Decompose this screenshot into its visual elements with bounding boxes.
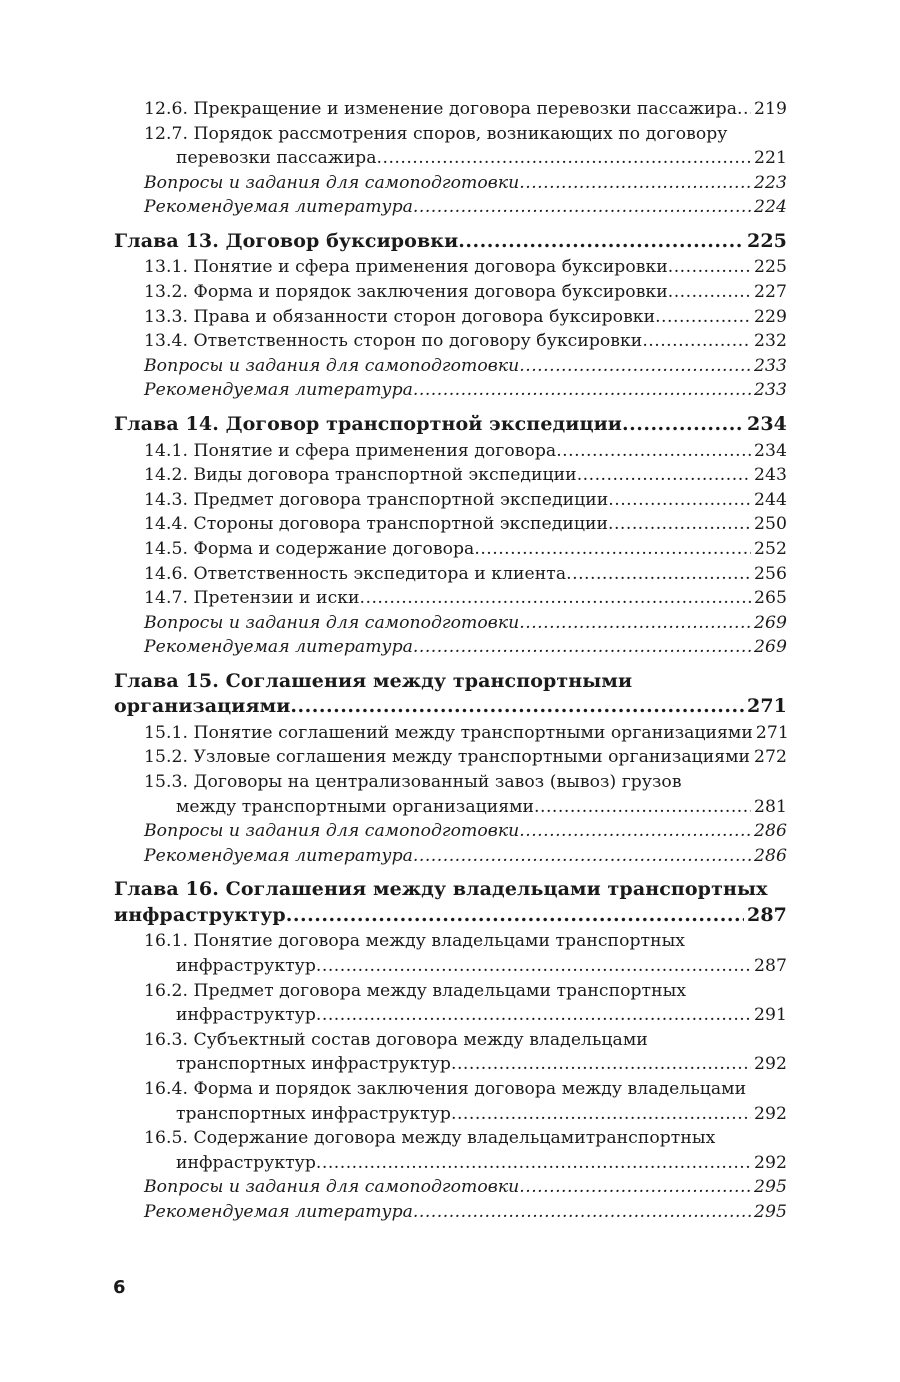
chapter-heading[interactable] bbox=[114, 229, 787, 255]
toc-entry[interactable] bbox=[114, 929, 787, 978]
toc-entry-title: Рекомендуемая литература bbox=[144, 197, 413, 218]
toc-entry[interactable] bbox=[114, 721, 787, 746]
toc-entry[interactable] bbox=[114, 255, 787, 280]
dot-leader bbox=[413, 378, 751, 403]
toc-page-number: 232 bbox=[754, 331, 787, 352]
toc-entry-title: Вопросы и задания для самоподготовки bbox=[144, 612, 520, 633]
dot-leader bbox=[668, 255, 751, 280]
dot-leader bbox=[519, 611, 751, 636]
dot-leader bbox=[286, 903, 744, 929]
toc-page-number: 234 bbox=[754, 440, 787, 461]
chapter-title-line: Глава 15. Соглашения между транспортными bbox=[114, 669, 633, 692]
toc-entry-row bbox=[144, 488, 787, 513]
toc-entry[interactable] bbox=[114, 586, 787, 611]
dot-leader bbox=[474, 537, 751, 562]
toc-entry-row bbox=[144, 795, 787, 820]
toc-entry[interactable] bbox=[114, 611, 787, 636]
toc-entry-row bbox=[144, 305, 787, 330]
toc-page-number: 233 bbox=[754, 380, 787, 401]
toc-page-number: 292 bbox=[754, 1152, 787, 1173]
dot-leader bbox=[608, 512, 751, 537]
toc-page-number: 292 bbox=[754, 1103, 787, 1124]
page-number: 6 bbox=[113, 1277, 126, 1298]
dot-leader bbox=[668, 280, 751, 305]
toc-page-number: 227 bbox=[754, 282, 787, 303]
toc-entry[interactable] bbox=[114, 635, 787, 660]
chapter-heading[interactable] bbox=[114, 669, 787, 720]
toc-entry[interactable] bbox=[114, 537, 787, 562]
toc-entry[interactable] bbox=[114, 195, 787, 220]
toc-entry-row bbox=[144, 537, 787, 562]
toc-page-number: 287 bbox=[754, 956, 787, 977]
dot-leader bbox=[316, 1151, 751, 1176]
chapter-title-line: Глава 16. Соглашения между владельцами транспортных bbox=[114, 878, 768, 901]
toc-entry[interactable] bbox=[114, 1028, 787, 1077]
toc-entry-row bbox=[144, 512, 787, 537]
toc-entry[interactable] bbox=[114, 280, 787, 305]
toc-entry-row bbox=[144, 819, 787, 844]
toc-page-number: 295 bbox=[754, 1201, 787, 1222]
dot-leader bbox=[519, 819, 751, 844]
toc-entry-row bbox=[144, 171, 787, 196]
toc-page-number: 244 bbox=[754, 489, 787, 510]
toc-entry-title: 14.2. Виды договора транспортной экспедиции bbox=[144, 465, 577, 486]
toc-page-number: 269 bbox=[754, 612, 787, 633]
toc-entry-row bbox=[144, 721, 787, 746]
toc-entry-title: 13.3. Права и обязанности сторон договора буксировки bbox=[144, 306, 656, 327]
dot-leader bbox=[360, 586, 751, 611]
toc-entry-title: Вопросы и задания для самоподготовки bbox=[144, 355, 520, 376]
toc-entry-row bbox=[144, 378, 787, 403]
toc-entry-title-line: 16.3. Субъектный состав договора между владельцами bbox=[144, 1029, 648, 1050]
toc-page-number: 292 bbox=[754, 1054, 787, 1075]
toc-entry-row bbox=[144, 97, 787, 122]
toc-page-number: 295 bbox=[754, 1177, 787, 1198]
toc-entry-title-line: 15.3. Договоры на централизованный завоз (вывоз) грузов bbox=[144, 772, 682, 793]
toc-entry[interactable] bbox=[114, 122, 787, 171]
toc-page-number: 224 bbox=[754, 197, 787, 218]
toc-entry[interactable] bbox=[114, 1077, 787, 1126]
chapter-row bbox=[114, 694, 787, 720]
toc-entry-title: 14.7. Претензии и иски bbox=[144, 588, 360, 609]
toc-entry[interactable] bbox=[114, 1200, 787, 1225]
toc-page-number: 291 bbox=[754, 1005, 787, 1026]
toc-page-number: 286 bbox=[754, 821, 787, 842]
toc-entry[interactable] bbox=[114, 745, 787, 770]
toc-entry-row bbox=[144, 1175, 787, 1200]
toc-entry-title-line: 16.1. Понятие договора между владельцами транспортных bbox=[144, 931, 686, 952]
toc-entry-row bbox=[144, 954, 787, 979]
toc-page-number: 225 bbox=[754, 257, 787, 278]
toc-page-number: 243 bbox=[754, 465, 787, 486]
toc-entry-row bbox=[144, 1200, 787, 1225]
dot-leader bbox=[316, 1003, 751, 1028]
dot-leader bbox=[642, 329, 751, 354]
toc-page-number: 265 bbox=[754, 588, 787, 609]
toc-page-number: 256 bbox=[754, 563, 787, 584]
dot-leader bbox=[622, 412, 744, 438]
toc-entry[interactable] bbox=[114, 488, 787, 513]
toc-entry-row bbox=[144, 329, 787, 354]
toc-entry[interactable] bbox=[114, 354, 787, 379]
toc-page-number: 233 bbox=[754, 355, 787, 376]
toc-entry-row bbox=[144, 146, 787, 171]
dot-leader bbox=[737, 97, 751, 122]
toc-entry-row bbox=[144, 354, 787, 379]
toc-entry-row bbox=[144, 1151, 787, 1176]
toc-entry-title: 13.4. Ответственность сторон по договору буксировки bbox=[144, 331, 643, 352]
toc-entry-row bbox=[144, 844, 787, 869]
toc-page-number: 223 bbox=[754, 172, 787, 193]
toc-entry-row bbox=[144, 463, 787, 488]
toc-entry[interactable] bbox=[114, 305, 787, 330]
dot-leader bbox=[556, 439, 751, 464]
toc-entry-title-line: 16.5. Содержание договора между владельцамитранспортных bbox=[144, 1128, 716, 1149]
toc-entry[interactable] bbox=[114, 378, 787, 403]
toc-entry-title: Вопросы и задания для самоподготовки bbox=[144, 821, 520, 842]
toc-entry-title: Рекомендуемая литература bbox=[144, 845, 413, 866]
chapter-title: инфраструктур bbox=[114, 903, 286, 926]
toc-entry-row bbox=[144, 562, 787, 587]
toc-entry-title: Рекомендуемая литература bbox=[144, 1201, 413, 1222]
chapter-heading[interactable] bbox=[114, 412, 787, 438]
toc-entry-title: 14.3. Предмет договора транспортной экспедиции bbox=[144, 489, 609, 510]
table-of-contents bbox=[114, 97, 787, 1225]
toc-entry-row bbox=[144, 611, 787, 636]
toc-page-number: 286 bbox=[754, 845, 787, 866]
toc-entry-title: 14.1. Понятие и сфера применения договора bbox=[144, 440, 557, 461]
dot-leader bbox=[566, 562, 751, 587]
chapter-title: Глава 14. Договор транспортной экспедиции bbox=[114, 413, 622, 436]
toc-entry-title: Вопросы и задания для самоподготовки bbox=[144, 172, 520, 193]
dot-leader bbox=[519, 1175, 751, 1200]
toc-entry-title: 15.2. Узловые соглашения между транспортными организациями bbox=[144, 747, 751, 768]
dot-leader bbox=[655, 305, 751, 330]
toc-entry-title: 12.6. Прекращение и изменение договора перевозки пассажира bbox=[144, 99, 738, 119]
toc-entry-row bbox=[144, 439, 787, 464]
toc-entry-title: транспортных инфраструктур bbox=[176, 1103, 451, 1124]
toc-page-number: 269 bbox=[754, 637, 787, 658]
dot-leader bbox=[577, 463, 751, 488]
dot-leader bbox=[290, 694, 744, 720]
toc-entry[interactable] bbox=[114, 1126, 787, 1175]
dot-leader bbox=[534, 795, 751, 820]
toc-entry-row bbox=[144, 1003, 787, 1028]
toc-entry-title: между транспортными организациями bbox=[176, 796, 535, 817]
dot-leader bbox=[458, 229, 744, 255]
dot-leader bbox=[413, 195, 751, 220]
toc-entry-row bbox=[144, 195, 787, 220]
toc-entry-title: 13.1. Понятие и сфера применения договора буксировки bbox=[144, 257, 668, 278]
toc-entry-row bbox=[144, 635, 787, 660]
chapter-heading[interactable] bbox=[114, 877, 787, 928]
chapter-title: организациями bbox=[114, 695, 291, 718]
toc-page-number: 250 bbox=[754, 514, 787, 535]
chapter-page-number: 287 bbox=[747, 903, 787, 926]
chapter-page-number: 225 bbox=[747, 229, 787, 252]
chapter-title: Глава 13. Договор буксировки bbox=[114, 229, 459, 252]
toc-entry[interactable] bbox=[114, 844, 787, 869]
toc-entry[interactable] bbox=[114, 979, 787, 1028]
toc-entry-title: 14.4. Стороны договора транспортной экспедиции bbox=[144, 514, 608, 535]
toc-entry-row bbox=[144, 280, 787, 305]
toc-entry-title: 14.6. Ответственность экспедитора и клиента bbox=[144, 563, 567, 584]
toc-entry-title: Вопросы и задания для самоподготовки bbox=[144, 1177, 520, 1198]
dot-leader bbox=[519, 354, 751, 379]
toc-entry[interactable] bbox=[114, 97, 787, 122]
dot-leader bbox=[377, 146, 752, 171]
toc-entry-title: инфраструктур bbox=[176, 956, 316, 977]
toc-entry[interactable] bbox=[114, 463, 787, 488]
toc-entry-title: 15.1. Понятие соглашений между транспортными организациями bbox=[144, 722, 753, 743]
toc-page-number: 229 bbox=[754, 306, 787, 327]
dot-leader bbox=[519, 171, 751, 196]
toc-entry-title: перевозки пассажира bbox=[176, 148, 377, 169]
chapter-page-number: 234 bbox=[747, 413, 787, 436]
chapter-row bbox=[114, 229, 787, 255]
dot-leader bbox=[316, 954, 751, 979]
toc-entry[interactable] bbox=[114, 819, 787, 844]
toc-entry-row bbox=[144, 745, 787, 770]
toc-page-number: 221 bbox=[754, 148, 787, 169]
toc-page-number: 271 bbox=[755, 722, 789, 743]
toc-page-number: 272 bbox=[754, 747, 787, 768]
toc-entry-title-line: 16.4. Форма и порядок заключения договора между владельцами bbox=[144, 1079, 747, 1099]
chapter-page-number: 271 bbox=[747, 695, 787, 718]
toc-entry-title: Рекомендуемая литература bbox=[144, 380, 413, 401]
toc-page-number: 252 bbox=[754, 538, 787, 559]
toc-entry-row bbox=[144, 586, 787, 611]
chapter-row bbox=[114, 412, 787, 438]
toc-entry-title: транспортных инфраструктур bbox=[176, 1054, 451, 1075]
toc-entry[interactable] bbox=[114, 512, 787, 537]
dot-leader bbox=[413, 1200, 751, 1225]
toc-entry-title: инфраструктур bbox=[176, 1005, 316, 1026]
toc-entry[interactable] bbox=[114, 171, 787, 196]
toc-entry[interactable] bbox=[114, 1175, 787, 1200]
toc-entry-row bbox=[144, 1052, 787, 1077]
toc-entry-title: 13.2. Форма и порядок заключения договора буксировки bbox=[144, 282, 668, 303]
toc-entry-row bbox=[144, 1102, 787, 1127]
toc-entry[interactable] bbox=[114, 329, 787, 354]
toc-entry-title: инфраструктур bbox=[176, 1152, 316, 1173]
toc-entry-title: 14.5. Форма и содержание договора bbox=[144, 538, 475, 559]
toc-entry[interactable] bbox=[114, 770, 787, 819]
toc-entry[interactable] bbox=[114, 562, 787, 587]
toc-entry-title: Рекомендуемая литература bbox=[144, 637, 413, 658]
dot-leader bbox=[451, 1052, 751, 1077]
chapter-row bbox=[114, 903, 787, 929]
dot-leader bbox=[451, 1102, 751, 1127]
dot-leader bbox=[608, 488, 751, 513]
dot-leader bbox=[413, 844, 751, 869]
toc-page-number: 219 bbox=[754, 99, 787, 119]
toc-page-number: 281 bbox=[754, 796, 787, 817]
toc-entry-title-line: 12.7. Порядок рассмотрения споров, возникающих по договору bbox=[144, 123, 728, 144]
dot-leader bbox=[413, 635, 751, 660]
toc-entry-row bbox=[144, 255, 787, 280]
toc-entry-title-line: 16.2. Предмет договора между владельцами транспортных bbox=[144, 980, 687, 1001]
toc-entry[interactable] bbox=[114, 439, 787, 464]
